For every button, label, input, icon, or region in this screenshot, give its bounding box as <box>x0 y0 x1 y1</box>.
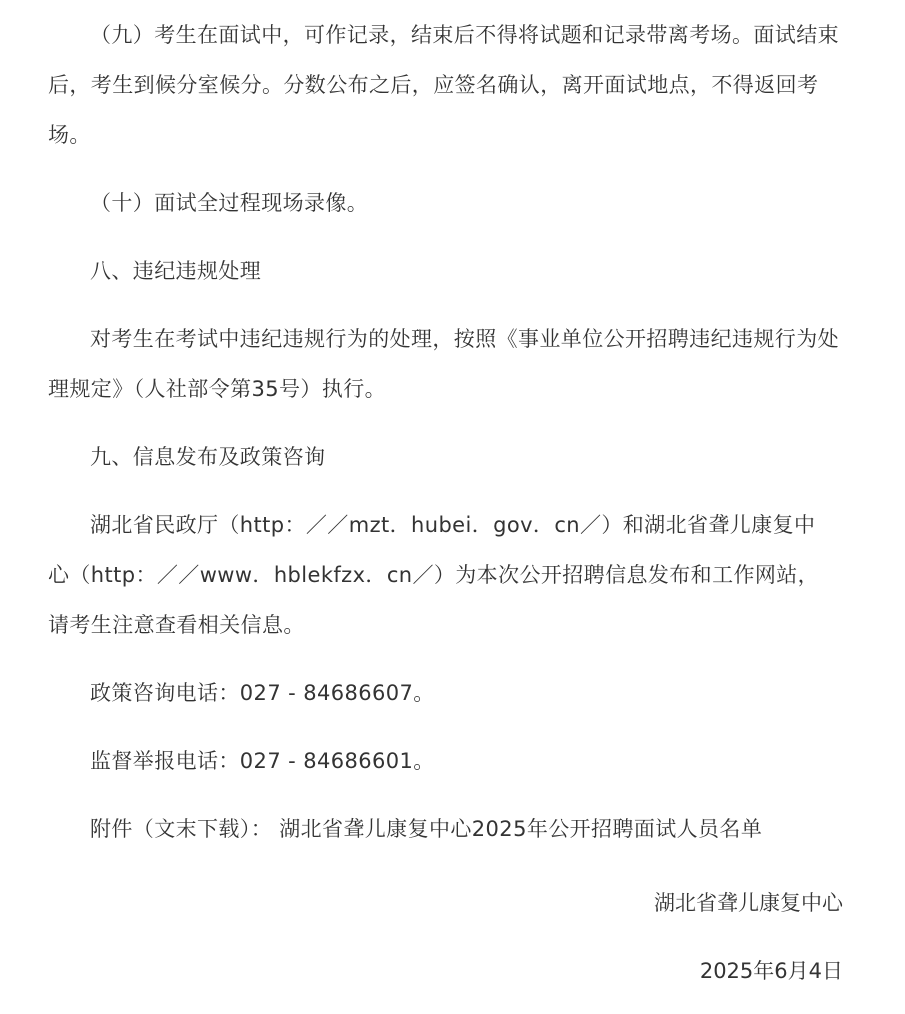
signature-date: 2025年6月4日 <box>699 959 843 983</box>
attachment-line <box>48 804 843 854</box>
paragraph-interview-rules: （九）考生在面试中，可作记录，结束后不得将试题和记录带离考场。面试结束后，考生到候分室候分。分数公布之后，应签名确认，离开面试地点，不得返回考场。 <box>48 23 839 147</box>
section-heading-violations: 八、违纪违规处理 <box>90 259 262 283</box>
attachment-link[interactable]: 湖北省聋儿康复中心2025年公开招聘面试人员名单 <box>279 817 763 841</box>
section-heading-info-release: 九、信息发布及政策咨询 <box>90 445 326 469</box>
paragraph-interview-recording: （十）面试全过程现场录像。 <box>90 191 369 215</box>
attachment-prefix: 附件（文末下载）： <box>90 817 273 841</box>
paragraph-violations: 对考生在考试中违纪违规行为的处理，按照《事业单位公开招聘违纪违规行为处理规定》（人社部令第35号）执行。 <box>48 327 839 401</box>
paragraph-info-release: 湖北省民政厅（http：／／mzt．hubei．gov．cn／）和湖北省聋儿康复中心（http：／／www．hblekfzx．cn／）为本次公开招聘信息发布和工作网站，请考生注意查看相关信息。 <box>48 513 820 637</box>
report-phone-line: 监督举报电话：027 - 84686601。 <box>90 749 435 773</box>
policy-phone-line: 政策咨询电话：027 - 84686607。 <box>90 681 435 705</box>
signature-organization: 湖北省聋儿康复中心 <box>654 891 843 915</box>
